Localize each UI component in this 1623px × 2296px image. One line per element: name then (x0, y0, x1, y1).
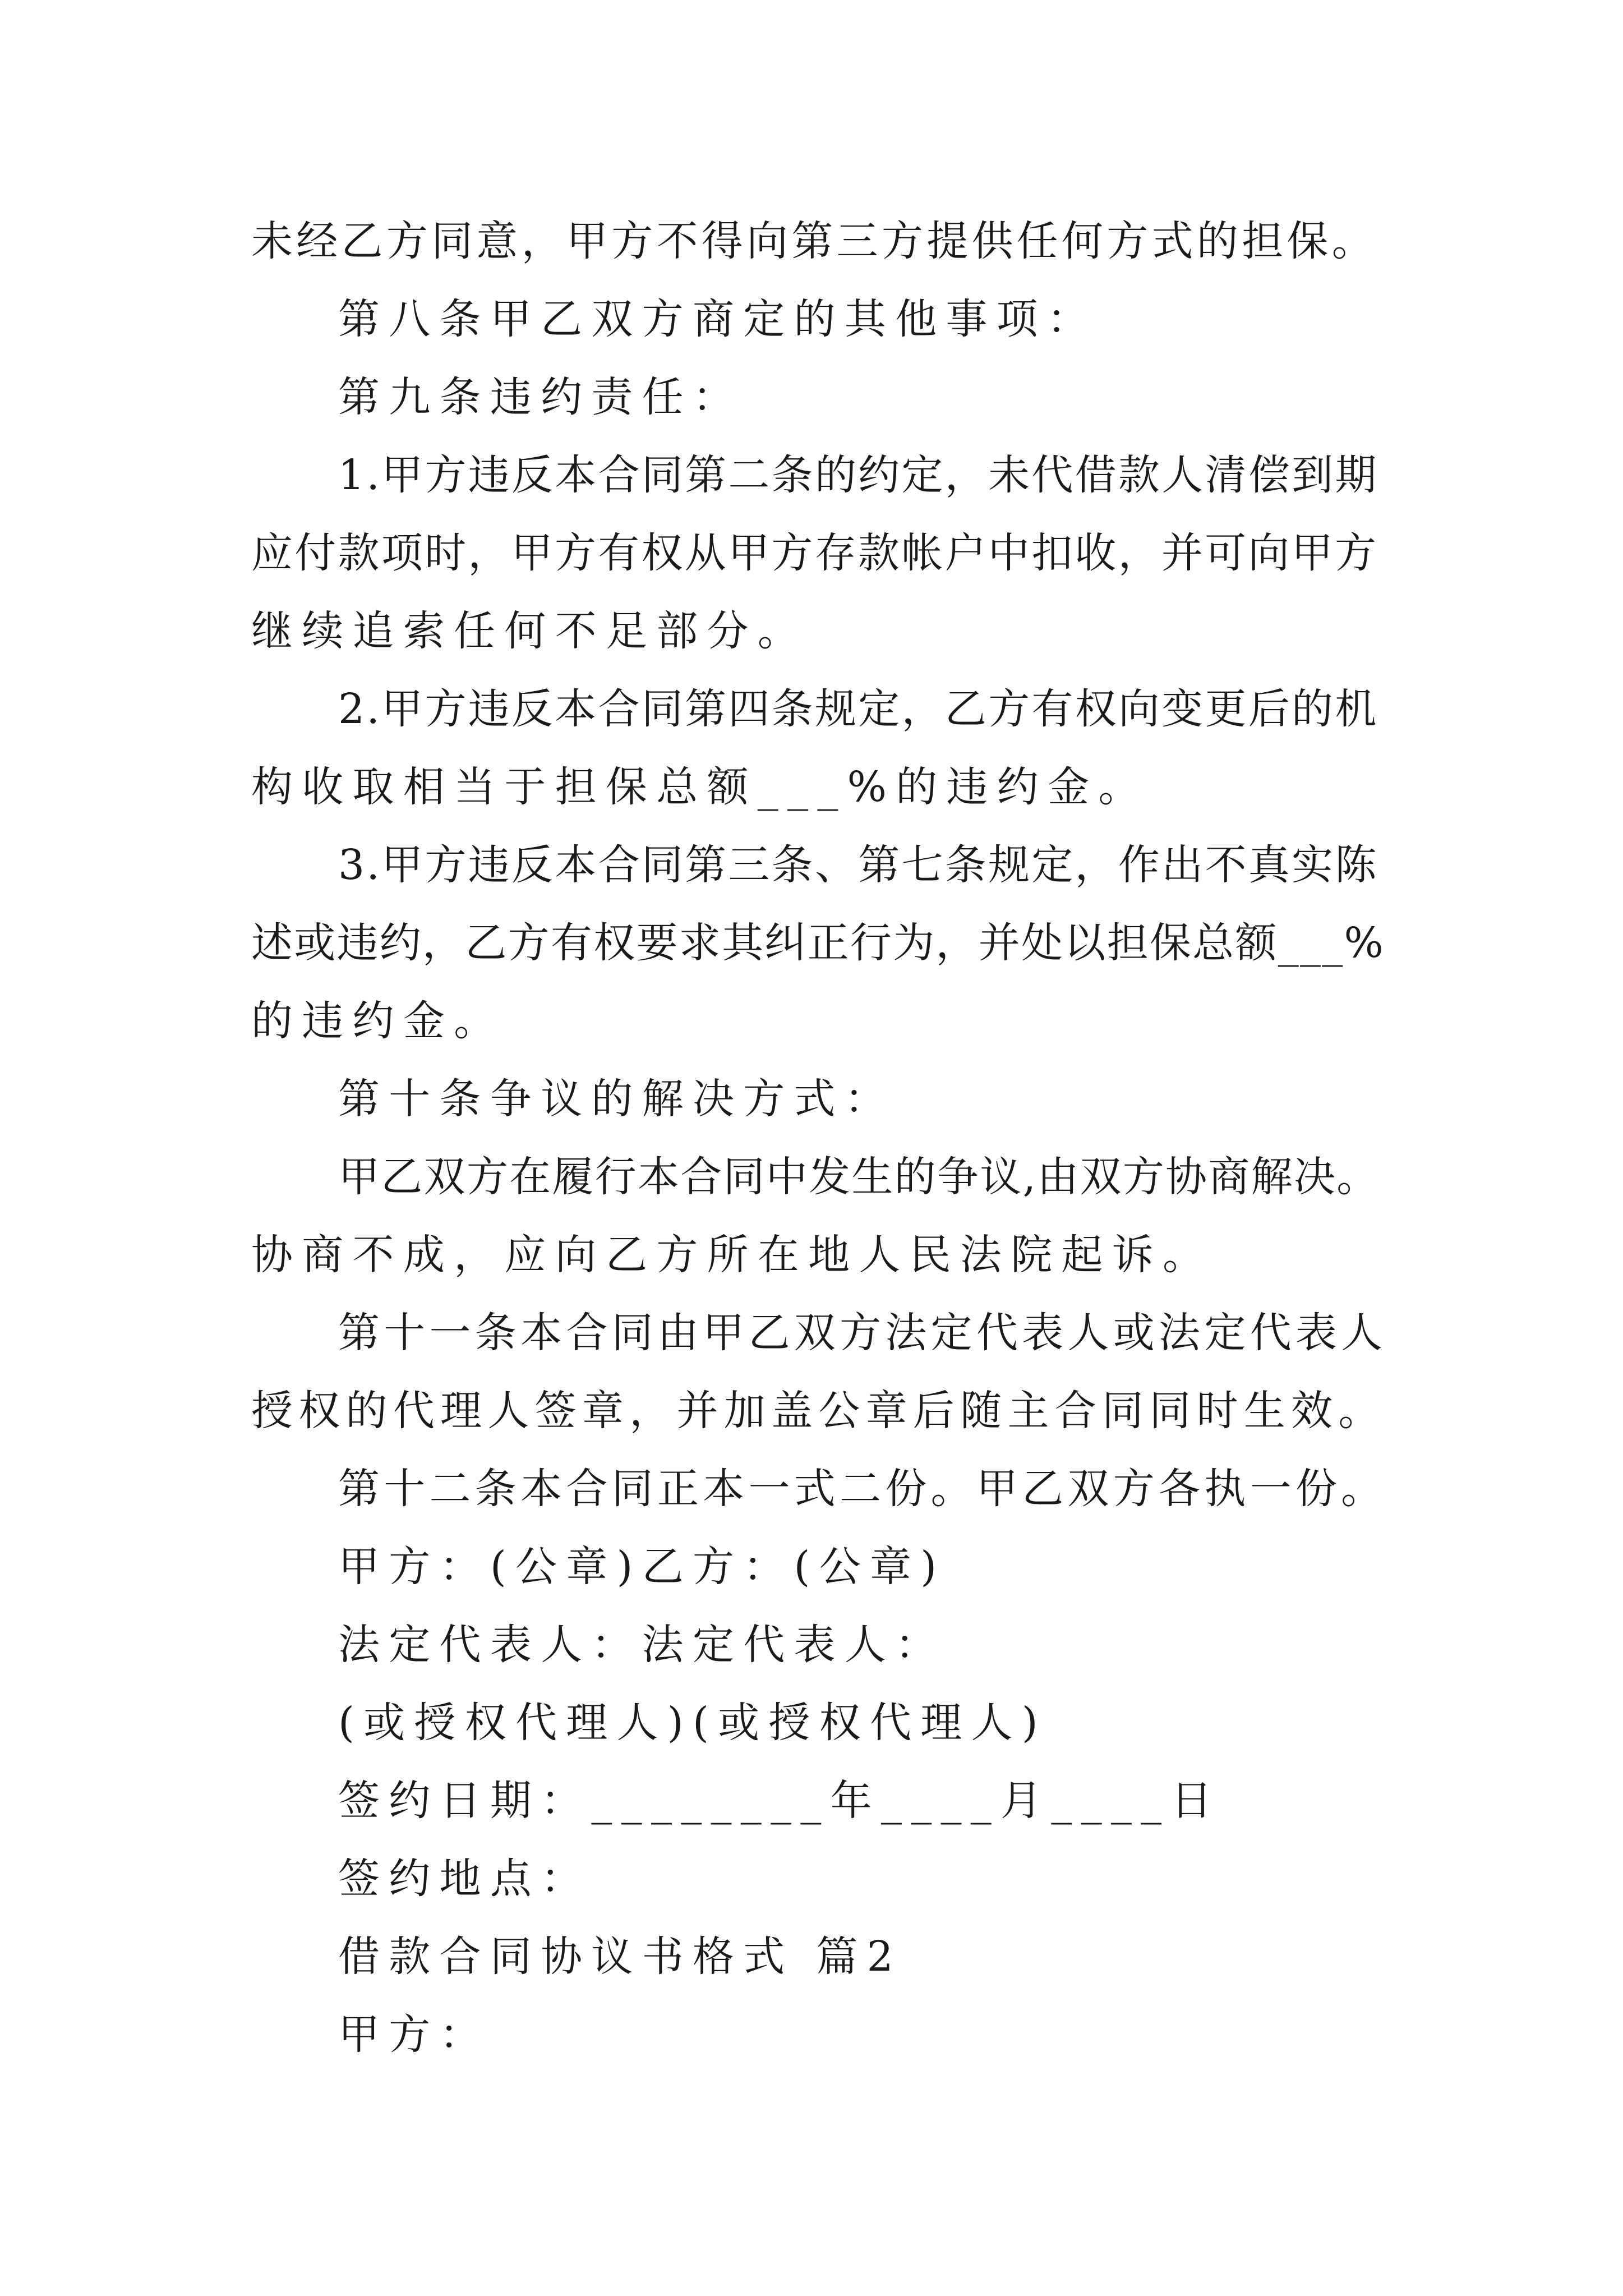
text-line: 甲方：(公章)乙方：(公章) (338, 1543, 946, 1591)
text-line: 授权的代理人签章，并加盖公章后随主合同同时生效。 (251, 1387, 1386, 1435)
text-line: 第九条违约责任： (338, 373, 744, 421)
text-line: 述或违约，乙方有权要求其纠正行为，并处以担保总额___% (251, 919, 1385, 967)
text-line: 签约日期：________年____月____日 (338, 1777, 1221, 1825)
text-line: 未经乙方同意，甲方不得向第三方提供任何方式的担保。 (251, 217, 1377, 265)
text-line: 第八条甲乙双方商定的其他事项： (338, 295, 1098, 343)
text-line: 1.甲方违反本合同第二条的约定，未代借款人清偿到期 (338, 451, 1378, 499)
text-line: 2.甲方违反本合同第四条规定，乙方有权向变更后的机 (338, 685, 1378, 733)
text-line: 协商不成，应向乙方所在地人民法院起诉。 (251, 1231, 1214, 1279)
text-line: 第十条争议的解决方式： (338, 1075, 896, 1123)
text-line: 甲方： (338, 2010, 490, 2059)
text-line: 法定代表人：法定代表人： (338, 1621, 946, 1669)
section-heading: 借款合同协议书格式 篇2 (338, 1932, 902, 1981)
text-line: 签约地点： (338, 1855, 592, 1903)
text-line: 3.甲方违反本合同第三条、第七条规定，作出不真实陈 (338, 841, 1378, 889)
text-line: 的违约金。 (251, 997, 505, 1045)
text-line: 应付款项时，甲方有权从甲方存款帐户中扣收，并可向甲方 (251, 529, 1378, 577)
text-line: 第十二条本合同正本一式二份。甲乙双方各执一份。 (338, 1465, 1387, 1513)
document-body (251, 213, 1390, 2085)
text-line: 甲乙双方在履行本合同中发生的争议,由双方协商解决。 (338, 1153, 1380, 1201)
text-line: 构收取相当于担保总额___%的违约金。 (251, 763, 1149, 811)
text-line: 第十一条本合同由甲乙双方法定代表人或法定代表人 (338, 1309, 1387, 1357)
text-line: (或授权代理人)(或授权代理人) (338, 1699, 1047, 1747)
text-line: 继续追索任何不足部分。 (251, 607, 809, 655)
